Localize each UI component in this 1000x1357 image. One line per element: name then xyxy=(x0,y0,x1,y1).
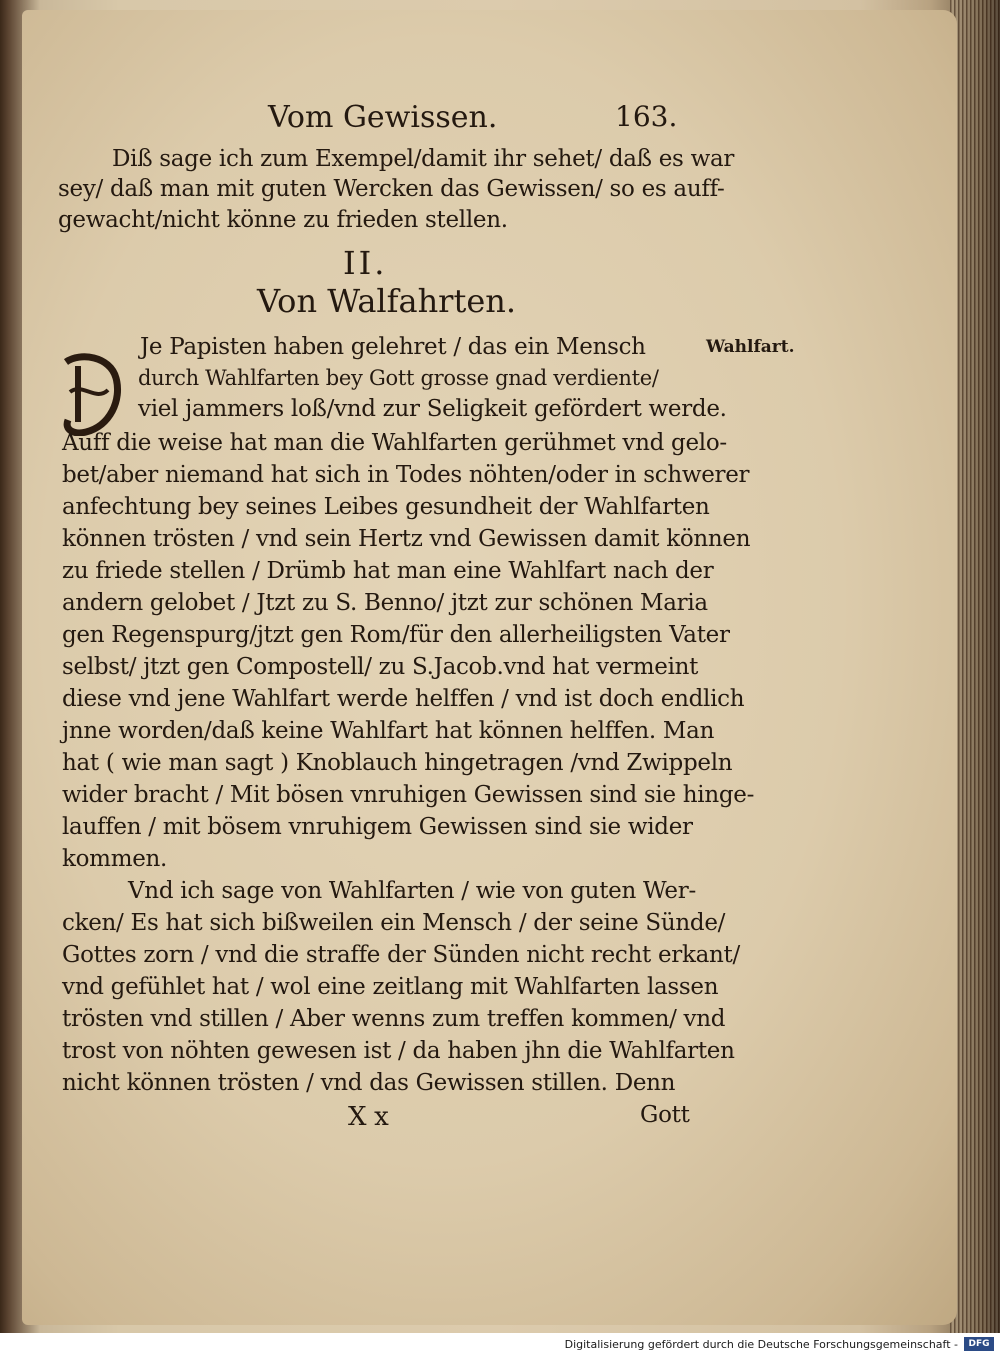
signature-mark: X x xyxy=(348,1102,389,1132)
body-line: viel jammers loß/vnd zur Seligkeit gefördert werde. xyxy=(138,396,727,422)
catchword: Gott xyxy=(640,1102,690,1128)
body-line: diese vnd jene Wahlfart werde helffen / vnd ist doch endlich xyxy=(62,686,745,712)
body-line: Gottes zorn / vnd die straffe der Sünden nicht recht erkant/ xyxy=(62,942,740,968)
body-line: trösten vnd stillen / Aber wenns zum treffen kommen/ vnd xyxy=(62,1006,726,1032)
body-line: andern gelobet / Jtzt zu S. Benno/ jtzt zur schönen Maria xyxy=(62,590,708,616)
dfg-logo-icon: DFG xyxy=(964,1337,994,1351)
initial-ornament-icon xyxy=(60,352,124,436)
body-line: cken/ Es hat sich bißweilen ein Mensch / der seine Sünde/ xyxy=(62,910,726,936)
body-line: trost von nöhten gewesen ist / da haben jhn die Wahlfarten xyxy=(62,1038,735,1064)
body-line: können trösten / vnd sein Hertz vnd Gewissen damit können xyxy=(62,526,751,552)
body-line: hat ( wie man sagt ) Knoblauch hingetragen /vnd Zwippeln xyxy=(62,750,733,776)
decorated-initial xyxy=(60,352,124,436)
body-line: jnne worden/daß keine Wahlfart hat können helffen. Man xyxy=(62,718,715,744)
body-line: gen Regenspurg/jtzt gen Rom/für den allerheiligsten Vater xyxy=(62,622,730,648)
body-line: Je Papisten haben gelehret / das ein Mensch xyxy=(140,334,646,360)
footer-credit: Digitalisierung gefördert durch die Deutsche Forschungsgemeinschaft - xyxy=(564,1338,958,1351)
margin-note: Wahlfart. xyxy=(706,337,795,357)
intro-line: Diß sage ich zum Exempel/damit ihr sehet/ daß es war xyxy=(112,146,735,172)
intro-line: gewacht/nicht könne zu frieden stellen. xyxy=(58,207,508,233)
chapter-title: Von Walfahrten. xyxy=(257,282,517,320)
body-line: nicht können trösten / vnd das Gewissen stillen. Denn xyxy=(62,1070,676,1096)
body-line: zu friede stellen / Drümb hat man eine Wahlfart nach der xyxy=(62,558,714,584)
body-line: durch Wahlfarten bey Gott grosse gnad verdiente/ xyxy=(138,366,659,390)
page-edges xyxy=(950,0,1000,1333)
running-header-title: Vom Gewissen. xyxy=(268,100,498,135)
body-line: bet/aber niemand hat sich in Todes nöhten/oder in schwerer xyxy=(62,462,750,488)
chapter-number: II. xyxy=(343,244,388,282)
body-line: anfechtung bey seines Leibes gesundheit der Wahlfarten xyxy=(62,494,710,520)
intro-line: sey/ daß man mit guten Wercken das Gewissen/ so es auff- xyxy=(58,176,725,202)
page-number: 163. xyxy=(615,100,678,133)
body-line: vnd gefühlet hat / wol eine zeitlang mit Wahlfarten lassen xyxy=(62,974,719,1000)
body-line: Vnd ich sage von Wahlfarten / wie von guten Wer- xyxy=(128,878,696,904)
body-line: lauffen / mit bösem vnruhigem Gewissen sind sie wider xyxy=(62,814,693,840)
body-line: kommen. xyxy=(62,846,168,872)
body-line: selbst/ jtzt gen Compostell/ zu S.Jacob.vnd hat vermeint xyxy=(62,654,699,680)
body-line: wider bracht / Mit bösen vnruhigen Gewissen sind sie hinge- xyxy=(62,782,755,808)
body-line: Auff die weise hat man die Wahlfarten gerühmet vnd gelo- xyxy=(62,430,727,456)
